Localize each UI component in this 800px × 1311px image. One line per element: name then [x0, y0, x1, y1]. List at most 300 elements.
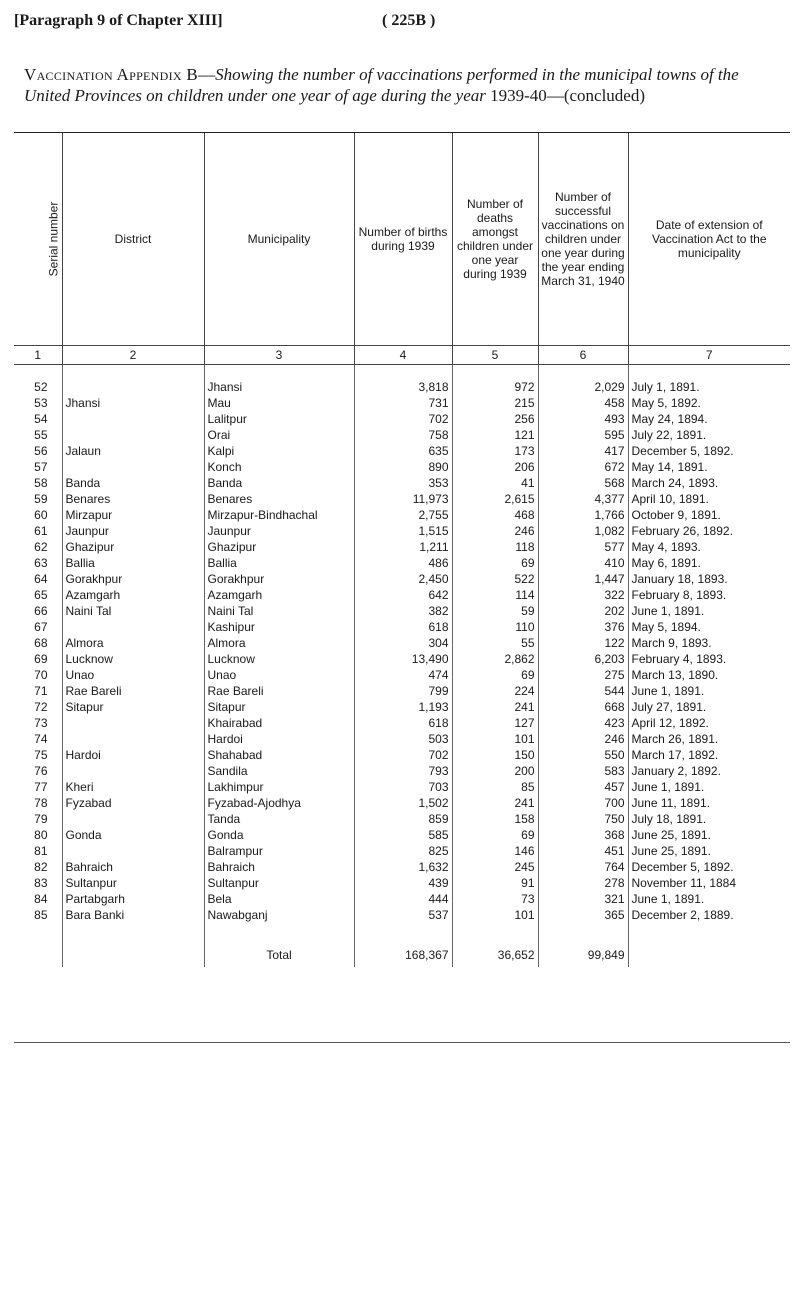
row-district: Ghazipur: [62, 539, 204, 555]
row-serial: 65: [34, 588, 48, 602]
row-district: [62, 379, 204, 395]
row-date: May 4, 1893.: [628, 539, 790, 555]
row-date: June 1, 1891.: [628, 891, 790, 907]
row-district: Almora: [62, 635, 204, 651]
row-district: [62, 619, 204, 635]
row-births: 635: [354, 443, 452, 459]
row-municipality: Ballia: [204, 555, 354, 571]
row-deaths: 224: [452, 683, 538, 699]
row-serial: 56: [34, 444, 48, 458]
row-municipality: Lucknow: [204, 651, 354, 667]
row-deaths: 55: [452, 635, 538, 651]
row-municipality: Azamgarh: [204, 587, 354, 603]
table-body: [14, 365, 790, 924]
row-serial: 77: [34, 780, 48, 794]
total-deaths: 36,652: [452, 923, 538, 967]
total-row: [14, 923, 790, 967]
row-births: 2,450: [354, 571, 452, 587]
row-vaccinations: 583: [538, 763, 628, 779]
row-date: October 9, 1891.: [628, 507, 790, 523]
row-district: Naini Tal: [62, 603, 204, 619]
table-row: [14, 747, 790, 763]
row-district: Unao: [62, 667, 204, 683]
table-row: [14, 891, 790, 907]
row-deaths: 215: [452, 395, 538, 411]
row-serial: 59: [34, 492, 48, 506]
row-municipality: Gonda: [204, 827, 354, 843]
page-number: ( 225B ): [382, 12, 436, 29]
row-district: [62, 763, 204, 779]
row-vaccinations: 544: [538, 683, 628, 699]
row-births: 353: [354, 475, 452, 491]
row-vaccinations: 451: [538, 843, 628, 859]
table-row: [14, 603, 790, 619]
row-births: 537: [354, 907, 452, 923]
row-district: [62, 459, 204, 475]
row-district: Jalaun: [62, 443, 204, 459]
table-row: [14, 843, 790, 859]
row-municipality: Jhansi: [204, 379, 354, 395]
row-births: 13,490: [354, 651, 452, 667]
col-header-serial: Serial number: [14, 133, 62, 346]
row-vaccinations: 275: [538, 667, 628, 683]
row-date: March 26, 1891.: [628, 731, 790, 747]
row-births: 1,211: [354, 539, 452, 555]
row-deaths: 146: [452, 843, 538, 859]
row-date: April 12, 1892.: [628, 715, 790, 731]
row-vaccinations: 410: [538, 555, 628, 571]
row-births: 3,818: [354, 379, 452, 395]
row-births: 642: [354, 587, 452, 603]
table-row: [14, 699, 790, 715]
row-serial: 75: [34, 748, 48, 762]
row-serial: 72: [34, 700, 48, 714]
table-row: [14, 523, 790, 539]
row-serial: 82: [34, 860, 48, 874]
row-date: February 8, 1893.: [628, 587, 790, 603]
row-births: 382: [354, 603, 452, 619]
row-vaccinations: 423: [538, 715, 628, 731]
row-vaccinations: 246: [538, 731, 628, 747]
row-serial: 64: [34, 572, 48, 586]
row-serial: 84: [34, 892, 48, 906]
column-headers: [14, 133, 790, 346]
row-date: March 24, 1893.: [628, 475, 790, 491]
row-deaths: 468: [452, 507, 538, 523]
col-header-births: Number of births during 1939: [354, 133, 452, 346]
heading-suffix: —(concluded): [546, 86, 645, 105]
row-district: [62, 843, 204, 859]
table-row: [14, 459, 790, 475]
row-deaths: 2,615: [452, 491, 538, 507]
row-date: February 4, 1893.: [628, 651, 790, 667]
table-row: [14, 731, 790, 747]
row-date: December 5, 1892.: [628, 859, 790, 875]
row-district: Mirzapur: [62, 507, 204, 523]
row-deaths: 73: [452, 891, 538, 907]
row-births: 825: [354, 843, 452, 859]
row-vaccinations: 457: [538, 779, 628, 795]
row-date: July 27, 1891.: [628, 699, 790, 715]
row-births: 1,515: [354, 523, 452, 539]
row-births: 444: [354, 891, 452, 907]
row-vaccinations: 365: [538, 907, 628, 923]
row-serial: 74: [34, 732, 48, 746]
row-serial: 63: [34, 556, 48, 570]
row-births: 474: [354, 667, 452, 683]
table-row: [14, 811, 790, 827]
col-number: 3: [204, 346, 354, 365]
row-vaccinations: 368: [538, 827, 628, 843]
row-serial: 54: [34, 412, 48, 426]
row-date: June 25, 1891.: [628, 843, 790, 859]
row-date: March 13, 1890.: [628, 667, 790, 683]
row-vaccinations: 321: [538, 891, 628, 907]
row-municipality: Naini Tal: [204, 603, 354, 619]
row-municipality: Hardoi: [204, 731, 354, 747]
row-vaccinations: 458: [538, 395, 628, 411]
table-row: [14, 587, 790, 603]
row-deaths: 241: [452, 795, 538, 811]
row-births: 2,755: [354, 507, 452, 523]
row-births: 439: [354, 875, 452, 891]
row-vaccinations: 700: [538, 795, 628, 811]
row-municipality: Mau: [204, 395, 354, 411]
row-municipality: Gorakhpur: [204, 571, 354, 587]
row-vaccinations: 1,082: [538, 523, 628, 539]
row-births: 486: [354, 555, 452, 571]
row-vaccinations: 764: [538, 859, 628, 875]
appendix-label: Vaccination Appendix B: [24, 65, 199, 84]
row-district: Bahraich: [62, 859, 204, 875]
row-deaths: 91: [452, 875, 538, 891]
table-row: [14, 763, 790, 779]
row-district: Gorakhpur: [62, 571, 204, 587]
row-deaths: 110: [452, 619, 538, 635]
table-row: [14, 539, 790, 555]
col-number: 7: [628, 346, 790, 365]
row-deaths: 127: [452, 715, 538, 731]
row-deaths: 2,862: [452, 651, 538, 667]
row-vaccinations: 122: [538, 635, 628, 651]
row-district: Benares: [62, 491, 204, 507]
row-district: Azamgarh: [62, 587, 204, 603]
row-births: 618: [354, 619, 452, 635]
heading-year: 1939-40: [490, 86, 547, 105]
row-municipality: Bela: [204, 891, 354, 907]
row-date: December 2, 1889.: [628, 907, 790, 923]
row-date: June 25, 1891.: [628, 827, 790, 843]
row-vaccinations: 417: [538, 443, 628, 459]
row-deaths: 158: [452, 811, 538, 827]
row-district: Bara Banki: [62, 907, 204, 923]
row-vaccinations: 202: [538, 603, 628, 619]
row-deaths: 101: [452, 731, 538, 747]
row-serial: 62: [34, 540, 48, 554]
row-serial: 73: [34, 716, 48, 730]
row-births: 11,973: [354, 491, 452, 507]
row-municipality: Benares: [204, 491, 354, 507]
row-serial: 58: [34, 476, 48, 490]
row-date: June 1, 1891.: [628, 603, 790, 619]
table-row: [14, 651, 790, 667]
table-row: [14, 507, 790, 523]
col-number: 1: [14, 346, 62, 365]
row-deaths: 69: [452, 827, 538, 843]
col-number: 2: [62, 346, 204, 365]
row-district: Rae Bareli: [62, 683, 204, 699]
row-vaccinations: 4,377: [538, 491, 628, 507]
row-serial: 53: [34, 396, 48, 410]
row-vaccinations: 577: [538, 539, 628, 555]
row-vaccinations: 668: [538, 699, 628, 715]
row-date: May 14, 1891.: [628, 459, 790, 475]
row-district: [62, 731, 204, 747]
row-vaccinations: 493: [538, 411, 628, 427]
table-row: [14, 635, 790, 651]
table-row: [14, 667, 790, 683]
row-vaccinations: 1,766: [538, 507, 628, 523]
row-vaccinations: 278: [538, 875, 628, 891]
table-row: [14, 379, 790, 395]
row-vaccinations: 2,029: [538, 379, 628, 395]
row-district: Jaunpur: [62, 523, 204, 539]
table-row: [14, 779, 790, 795]
row-date: April 10, 1891.: [628, 491, 790, 507]
row-district: [62, 427, 204, 443]
table-row: [14, 475, 790, 491]
row-municipality: Shahabad: [204, 747, 354, 763]
row-municipality: Mirzapur-Bindhachal: [204, 507, 354, 523]
row-municipality: Nawabganj: [204, 907, 354, 923]
row-deaths: 206: [452, 459, 538, 475]
row-district: Fyzabad: [62, 795, 204, 811]
row-vaccinations: 672: [538, 459, 628, 475]
row-deaths: 150: [452, 747, 538, 763]
row-serial: 69: [34, 652, 48, 666]
row-deaths: 241: [452, 699, 538, 715]
row-births: 731: [354, 395, 452, 411]
row-births: 793: [354, 763, 452, 779]
row-deaths: 69: [452, 555, 538, 571]
row-district: Partabgarh: [62, 891, 204, 907]
row-date: May 5, 1892.: [628, 395, 790, 411]
row-date: November 11, 1884: [628, 875, 790, 891]
column-numbers: [14, 346, 790, 365]
row-municipality: Lakhimpur: [204, 779, 354, 795]
row-deaths: 101: [452, 907, 538, 923]
table-row: [14, 827, 790, 843]
row-district: Lucknow: [62, 651, 204, 667]
table-row: [14, 619, 790, 635]
row-deaths: 114: [452, 587, 538, 603]
row-municipality: Lalitpur: [204, 411, 354, 427]
row-date: June 1, 1891.: [628, 683, 790, 699]
row-vaccinations: 750: [538, 811, 628, 827]
row-births: 1,632: [354, 859, 452, 875]
table-row: [14, 411, 790, 427]
row-serial: 67: [34, 620, 48, 634]
heading-title: Showing the number of vaccinations performed in the municipal towns of the United Provinces on children under one year of age during the year: [24, 65, 739, 105]
row-municipality: Khairabad: [204, 715, 354, 731]
vaccination-table: [14, 132, 790, 967]
page-header: [14, 6, 786, 40]
row-municipality: Almora: [204, 635, 354, 651]
row-deaths: 85: [452, 779, 538, 795]
table-row: [14, 715, 790, 731]
table-row: [14, 795, 790, 811]
row-vaccinations: 568: [538, 475, 628, 491]
row-district: Sultanpur: [62, 875, 204, 891]
row-deaths: 245: [452, 859, 538, 875]
col-header-deaths: Number of deaths amongst children under one year during 1939: [452, 133, 538, 346]
table-row: [14, 859, 790, 875]
row-date: January 2, 1892.: [628, 763, 790, 779]
row-district: Hardoi: [62, 747, 204, 763]
bottom-rule: [14, 1042, 790, 1043]
table-row: [14, 443, 790, 459]
row-district: [62, 811, 204, 827]
row-vaccinations: 376: [538, 619, 628, 635]
row-date: December 5, 1892.: [628, 443, 790, 459]
col-header-vaccinations: Number of successful vaccinations on children under one year during the year ending March 31, 1940: [538, 133, 628, 346]
col-number: 5: [452, 346, 538, 365]
row-date: March 17, 1892.: [628, 747, 790, 763]
row-serial: 55: [34, 428, 48, 442]
row-deaths: 121: [452, 427, 538, 443]
row-deaths: 69: [452, 667, 538, 683]
row-births: 859: [354, 811, 452, 827]
row-date: May 24, 1894.: [628, 411, 790, 427]
row-municipality: Jaunpur: [204, 523, 354, 539]
row-municipality: Sultanpur: [204, 875, 354, 891]
row-municipality: Sitapur: [204, 699, 354, 715]
row-serial: 79: [34, 812, 48, 826]
row-serial: 70: [34, 668, 48, 682]
total-births: 168,367: [354, 923, 452, 967]
row-municipality: Kalpi: [204, 443, 354, 459]
row-date: February 26, 1892.: [628, 523, 790, 539]
row-births: 703: [354, 779, 452, 795]
row-deaths: 41: [452, 475, 538, 491]
row-serial: 61: [34, 524, 48, 538]
row-serial: 81: [34, 844, 48, 858]
row-municipality: Rae Bareli: [204, 683, 354, 699]
row-date: March 9, 1893.: [628, 635, 790, 651]
row-date: May 5, 1894.: [628, 619, 790, 635]
row-deaths: 200: [452, 763, 538, 779]
col-header-date: Date of extension of Vaccination Act to the municipality: [628, 133, 790, 346]
row-serial: 60: [34, 508, 48, 522]
row-district: Jhansi: [62, 395, 204, 411]
row-vaccinations: 6,203: [538, 651, 628, 667]
table-row: [14, 491, 790, 507]
table-row: [14, 907, 790, 923]
heading-dash: —: [198, 65, 216, 84]
row-district: Sitapur: [62, 699, 204, 715]
row-vaccinations: 322: [538, 587, 628, 603]
row-district: [62, 411, 204, 427]
row-date: July 1, 1891.: [628, 379, 790, 395]
row-municipality: Orai: [204, 427, 354, 443]
row-municipality: Kashipur: [204, 619, 354, 635]
col-number: 4: [354, 346, 452, 365]
row-municipality: Banda: [204, 475, 354, 491]
row-births: 1,193: [354, 699, 452, 715]
row-municipality: Bahraich: [204, 859, 354, 875]
row-district: Gonda: [62, 827, 204, 843]
row-serial: 76: [34, 764, 48, 778]
row-births: 702: [354, 411, 452, 427]
total-vaccinations: 99,849: [538, 923, 628, 967]
row-municipality: Fyzabad-Ajodhya: [204, 795, 354, 811]
row-serial: 57: [34, 460, 48, 474]
row-date: May 6, 1891.: [628, 555, 790, 571]
row-births: 618: [354, 715, 452, 731]
row-district: Kheri: [62, 779, 204, 795]
row-deaths: 246: [452, 523, 538, 539]
row-deaths: 118: [452, 539, 538, 555]
row-municipality: Sandila: [204, 763, 354, 779]
row-municipality: Tanda: [204, 811, 354, 827]
row-serial: 66: [34, 604, 48, 618]
row-births: 585: [354, 827, 452, 843]
row-date: January 18, 1893.: [628, 571, 790, 587]
table-row: [14, 555, 790, 571]
row-serial: 80: [34, 828, 48, 842]
row-serial: 71: [34, 684, 48, 698]
row-vaccinations: 1,447: [538, 571, 628, 587]
row-deaths: 522: [452, 571, 538, 587]
row-date: June 1, 1891.: [628, 779, 790, 795]
row-vaccinations: 550: [538, 747, 628, 763]
table-heading: [24, 64, 784, 106]
row-municipality: Unao: [204, 667, 354, 683]
row-births: 758: [354, 427, 452, 443]
paragraph-reference: [Paragraph 9 of Chapter XIII]: [14, 12, 223, 29]
row-municipality: Ghazipur: [204, 539, 354, 555]
col-header-municipality: Municipality: [204, 133, 354, 346]
row-deaths: 256: [452, 411, 538, 427]
row-municipality: Konch: [204, 459, 354, 475]
col-header-district: District: [62, 133, 204, 346]
row-district: Ballia: [62, 555, 204, 571]
row-district: Banda: [62, 475, 204, 491]
row-serial: 85: [34, 908, 48, 922]
row-municipality: Balrampur: [204, 843, 354, 859]
row-births: 799: [354, 683, 452, 699]
row-deaths: 173: [452, 443, 538, 459]
row-serial: 52: [34, 380, 48, 394]
row-date: July 18, 1891.: [628, 811, 790, 827]
table-row: [14, 427, 790, 443]
row-serial: 83: [34, 876, 48, 890]
table-row: [14, 875, 790, 891]
row-births: 702: [354, 747, 452, 763]
row-births: 304: [354, 635, 452, 651]
row-serial: 68: [34, 636, 48, 650]
table-row: [14, 395, 790, 411]
row-births: 890: [354, 459, 452, 475]
table-row: [14, 571, 790, 587]
row-date: June 11, 1891.: [628, 795, 790, 811]
row-deaths: 972: [452, 379, 538, 395]
row-district: [62, 715, 204, 731]
row-vaccinations: 595: [538, 427, 628, 443]
row-births: 503: [354, 731, 452, 747]
row-births: 1,502: [354, 795, 452, 811]
table-row: [14, 683, 790, 699]
